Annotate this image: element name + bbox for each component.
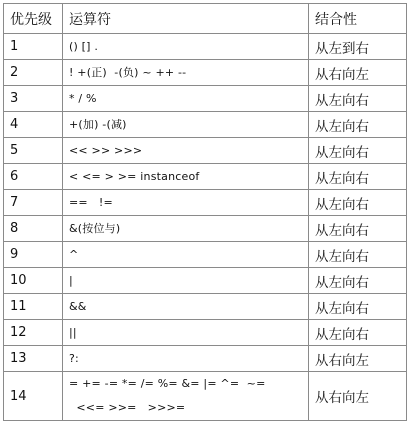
table-row [4,216,407,242]
associativity: 从左向右 [309,294,407,320]
operator-list: && [69,300,87,313]
operator-list: == != [69,196,113,209]
associativity: 从右向左 [309,60,407,86]
precedence-level: 5 [4,138,63,164]
table-row [4,34,407,60]
associativity: 从左向右 [309,320,407,346]
header-precedence: 优先级 [4,4,63,34]
associativity: 从左向右 [309,216,407,242]
table-row [4,164,407,190]
operator-list: | [69,274,73,287]
operators-cell [63,190,309,216]
table-row [4,268,407,294]
operator-list: ! +(正) -(负) ~ ++ -- [69,66,187,79]
precedence-level: 13 [4,346,63,372]
operators-cell [63,346,309,372]
table-row [4,112,407,138]
operators-cell [63,372,309,421]
precedence-level: 12 [4,320,63,346]
table-row [4,138,407,164]
operators-cell [63,294,309,320]
operators-cell [63,320,309,346]
table-body [4,34,407,421]
header-operator: 运算符 [63,4,309,34]
operators-cell [63,60,309,86]
operator-list: &(按位与) [69,222,121,235]
header-associativity: 结合性 [309,4,407,34]
operators-cell [63,34,309,60]
precedence-level: 10 [4,268,63,294]
associativity: 从左向右 [309,190,407,216]
table-row [4,190,407,216]
precedence-level: 8 [4,216,63,242]
precedence-level: 2 [4,60,63,86]
precedence-level: 7 [4,190,63,216]
table-header-row [4,4,407,34]
associativity: 从左向右 [309,112,407,138]
table-row [4,294,407,320]
operator-list: +(加) -(减) [69,118,127,131]
table-row [4,372,407,421]
operators-cell [63,216,309,242]
operator-list: < <= > >= instanceof [69,170,200,183]
table-row [4,60,407,86]
table-row [4,242,407,268]
table-row [4,320,407,346]
precedence-level: 14 [4,372,63,421]
operators-cell [63,268,309,294]
operator-precedence-table [3,3,407,421]
precedence-level: 9 [4,242,63,268]
operators-cell [63,164,309,190]
operator-list: * / % [69,92,97,105]
associativity: 从左向右 [309,164,407,190]
table-row [4,346,407,372]
operator-list: = += -= *= /= %= &= |= ^= ~= [69,377,266,390]
associativity: 从右向左 [309,372,407,421]
operators-cell [63,242,309,268]
operator-list: <<= >>= >>>= [69,401,186,414]
operators-cell [63,86,309,112]
associativity: 从右向左 [309,346,407,372]
operator-list: ?: [69,352,79,365]
operator-list: ^ [69,248,79,261]
associativity: 从左向右 [309,86,407,112]
operator-list: << >> >>> [69,144,143,157]
operator-list: || [69,326,77,339]
table-row [4,86,407,112]
associativity: 从左到右 [309,34,407,60]
operators-cell [63,112,309,138]
precedence-level: 11 [4,294,63,320]
precedence-level: 4 [4,112,63,138]
precedence-level: 3 [4,86,63,112]
associativity: 从左向右 [309,138,407,164]
precedence-level: 1 [4,34,63,60]
associativity: 从左向右 [309,242,407,268]
precedence-level: 6 [4,164,63,190]
associativity: 从左向右 [309,268,407,294]
operators-cell [63,138,309,164]
operator-list: () [] . [69,40,99,53]
